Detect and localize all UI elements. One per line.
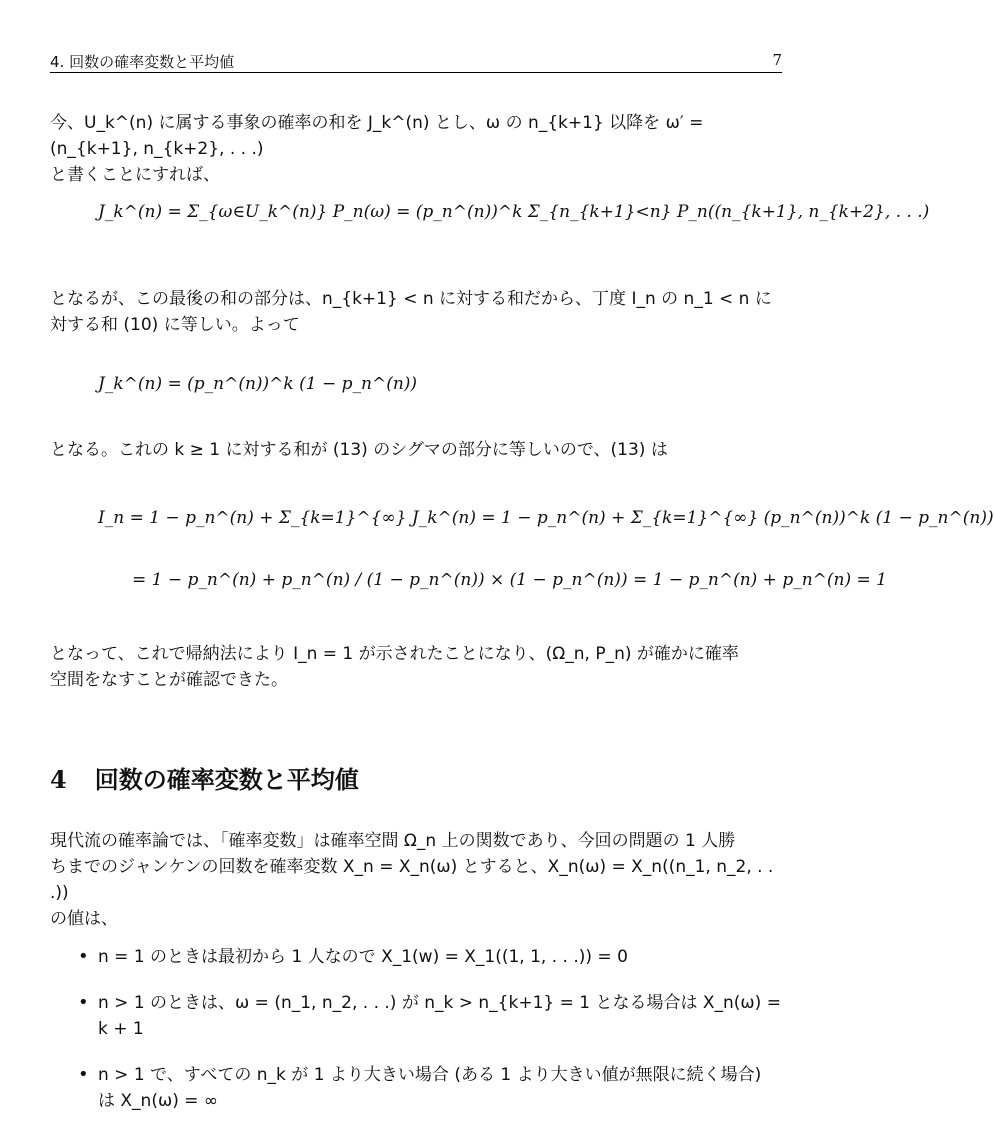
equation-in-row-2: = 1 − p_n^(n) + p_n^(n) / (1 − p_n^(n)) × (1 − p_n^(n)) = 1 − p_n^(n) + p_n^(n) = 1 [132, 570, 887, 590]
paragraph-1 [50, 110, 782, 188]
list-item [78, 1062, 782, 1114]
paragraph-3: となる。これの k ≥ 1 に対する和が (13) のシグマの部分に等しいので、(13) は [50, 440, 668, 460]
section-number: 4 [50, 765, 67, 794]
paragraph-4 [50, 641, 782, 693]
running-title: 4. 回数の確率変数と平均値 [50, 53, 235, 71]
paragraph-2-line-2: 対する和 (10) に等しい。よって [50, 315, 300, 335]
paragraph-1-line-2: と書くことにすれば、 [50, 165, 220, 185]
paragraph-2 [50, 286, 782, 338]
list-item [78, 990, 782, 1042]
bullet-list [78, 944, 782, 1114]
page-number: 7 [772, 51, 782, 69]
paragraph-5-line-1: 現代流の確率論では、「確率変数」は確率空間 Ω_n 上の関数であり、今回の問題の 1 人勝 [50, 831, 736, 851]
list-item-text: n > 1 で、すべての n_k が 1 より大きい場合 (ある 1 より大きい値が無限に続く場合) は X_n(ω) = ∞ [98, 1065, 762, 1111]
section-heading [50, 760, 359, 795]
paragraph-4-line-1: となって、これで帰納法により I_n = 1 が示されたことになり、(Ω_n, P_n) が確かに確率 [50, 644, 739, 664]
paragraph-5 [50, 828, 782, 932]
paragraph-5-line-2: ちまでのジャンケンの回数を確率変数 X_n = X_n(ω) とすると、X_n(ω) = X_n((n_1, n_2, . . .)) [50, 857, 774, 903]
section-title: 回数の確率変数と平均値 [94, 766, 359, 794]
paragraph-4-line-2: 空間をなすことが確認できた。 [50, 670, 288, 690]
equation-in-row-1: I_n = 1 − p_n^(n) + Σ_{k=1}^{∞} J_k^(n) = 1 − p_n^(n) + Σ_{k=1}^{∞} (p_n^(n))^k (1 − p_n^(n)) [98, 508, 994, 528]
bullet-icon: • [78, 992, 89, 1013]
paragraph-5-line-3: の値は、 [50, 909, 118, 929]
paragraph-2-line-1: となるが、この最後の和の部分は、n_{k+1} < n に対する和だから、丁度 I_n の n_1 < n に [50, 289, 772, 309]
equation-j-sum: J_k^(n) = Σ_{ω∈U_k^(n)} P_n(ω) = (p_n^(n))^k Σ_{n_{k+1}<n} P_n((n_{k+1}, n_{k+2}, . . .) [98, 202, 930, 222]
paragraph-1-line-1: 今、U_k^(n) に属する事象の確率の和を J_k^(n) とし、ω の n_{k+1} 以降を ω′ = (n_{k+1}, n_{k+2}, . . .) [50, 113, 704, 159]
list-item-text: n > 1 のときは、ω = (n_1, n_2, . . .) が n_k > n_{k+1} = 1 となる場合は X_n(ω) = k + 1 [98, 993, 781, 1039]
bullet-icon: • [78, 946, 89, 967]
bullet-icon: • [78, 1064, 89, 1085]
equation-j-closed-form: J_k^(n) = (p_n^(n))^k (1 − p_n^(n)) [98, 374, 418, 394]
list-item [78, 944, 782, 970]
page-header [50, 50, 782, 73]
list-item-text: n = 1 のときは最初から 1 人なので X_1(w) = X_1((1, 1, . . .)) = 0 [98, 947, 628, 967]
